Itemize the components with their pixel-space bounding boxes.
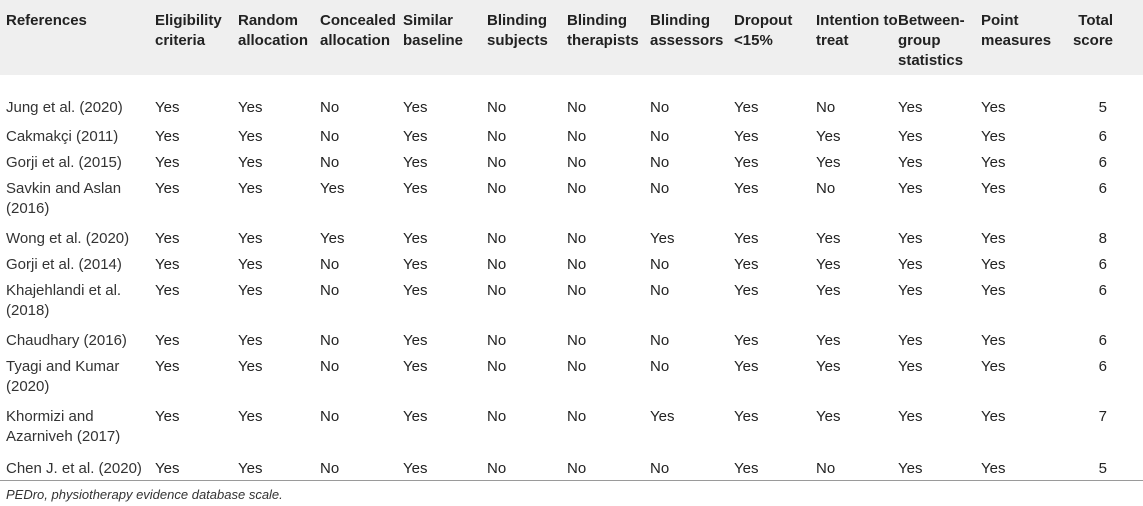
header-eligibility-criteria: Eligibility criteria xyxy=(155,12,222,49)
cell-eligibility: Yes xyxy=(155,358,180,375)
cell-eligibility: Yes xyxy=(155,460,180,477)
header-random-allocation: Random allocation xyxy=(238,12,309,49)
cell-dropout: Yes xyxy=(734,408,759,425)
table-row xyxy=(0,75,1143,123)
cell-eligibility: Yes xyxy=(155,332,180,349)
cell-similar-baseline: Yes xyxy=(403,408,428,425)
table-row xyxy=(0,353,1143,403)
header-blinding-assessors: Blinding assessors xyxy=(650,12,724,49)
cell-point-measures: Yes xyxy=(981,180,1006,197)
cell-blinding-subjects: No xyxy=(487,282,507,299)
cell-concealed-allocation: No xyxy=(320,460,340,477)
cell-blinding-subjects: No xyxy=(487,358,507,375)
cell-point-measures: Yes xyxy=(981,358,1006,375)
cell-point-measures: Yes xyxy=(981,154,1006,171)
cell-blinding-therapists: No xyxy=(567,230,587,247)
cell-total-score: 6 xyxy=(1098,282,1107,299)
table-row xyxy=(0,225,1143,251)
cell-concealed-allocation: No xyxy=(320,332,340,349)
cell-similar-baseline: Yes xyxy=(403,154,428,171)
cell-intention-to-treat: Yes xyxy=(816,282,841,299)
cell-between-group-statistics: Yes xyxy=(898,230,923,247)
cell-similar-baseline: Yes xyxy=(403,460,428,477)
cell-point-measures: Yes xyxy=(981,282,1006,299)
cell-total-score: 5 xyxy=(1098,460,1107,477)
cell-similar-baseline: Yes xyxy=(403,180,428,197)
cell-between-group-statistics: Yes xyxy=(898,180,923,197)
cell-intention-to-treat: No xyxy=(816,460,836,477)
cell-total-score: 6 xyxy=(1098,256,1107,273)
header-blinding-subjects: Blinding subjects xyxy=(487,12,548,49)
cell-blinding-therapists: No xyxy=(567,358,587,375)
cell-blinding-assessors: No xyxy=(650,128,670,145)
cell-blinding-subjects: No xyxy=(487,460,507,477)
cell-dropout: Yes xyxy=(734,230,759,247)
cell-blinding-subjects: No xyxy=(487,408,507,425)
cell-blinding-subjects: No xyxy=(487,180,507,197)
cell-concealed-allocation: No xyxy=(320,282,340,299)
table-row xyxy=(0,327,1143,353)
cell-random-allocation: Yes xyxy=(238,128,263,145)
cell-dropout: Yes xyxy=(734,180,759,197)
cell-blinding-assessors: No xyxy=(650,460,670,477)
cell-total-score: 6 xyxy=(1098,128,1107,145)
header-concealed-allocation: Concealed allocation xyxy=(320,12,396,49)
cell-eligibility: Yes xyxy=(155,282,180,299)
cell-between-group-statistics: Yes xyxy=(898,460,923,477)
cell-intention-to-treat: No xyxy=(816,180,836,197)
cell-blinding-therapists: No xyxy=(567,282,587,299)
cell-random-allocation: Yes xyxy=(238,460,263,477)
header-blinding-therapists: Blinding therapists xyxy=(567,12,639,49)
cell-point-measures: Yes xyxy=(981,460,1006,477)
cell-random-allocation: Yes xyxy=(238,180,263,197)
cell-concealed-allocation: Yes xyxy=(320,180,345,197)
cell-intention-to-treat: Yes xyxy=(816,230,841,247)
cell-intention-to-treat: Yes xyxy=(816,408,841,425)
table-bottom-rule xyxy=(0,480,1143,481)
cell-blinding-therapists: No xyxy=(567,256,587,273)
cell-blinding-subjects: No xyxy=(487,256,507,273)
table-row xyxy=(0,123,1143,149)
cell-total-score: 6 xyxy=(1098,154,1107,171)
cell-dropout: Yes xyxy=(734,460,759,477)
cell-blinding-therapists: No xyxy=(567,332,587,349)
cell-concealed-allocation: No xyxy=(320,154,340,171)
table-caption: PEDro, physiotherapy evidence database scale. xyxy=(6,487,283,502)
cell-between-group-statistics: Yes xyxy=(898,128,923,145)
cell-random-allocation: Yes xyxy=(238,99,263,116)
cell-concealed-allocation: No xyxy=(320,408,340,425)
cell-concealed-allocation: No xyxy=(320,358,340,375)
cell-random-allocation: Yes xyxy=(238,282,263,299)
cell-blinding-assessors: No xyxy=(650,358,670,375)
cell-random-allocation: Yes xyxy=(238,154,263,171)
cell-concealed-allocation: No xyxy=(320,99,340,116)
cell-concealed-allocation: No xyxy=(320,256,340,273)
cell-total-score: 6 xyxy=(1098,332,1107,349)
cell-similar-baseline: Yes xyxy=(403,358,428,375)
cell-similar-baseline: Yes xyxy=(403,230,428,247)
table-row xyxy=(0,175,1143,225)
cell-blinding-therapists: No xyxy=(567,99,587,116)
cell-reference: Gorji et al. (2014) xyxy=(6,256,122,273)
cell-blinding-assessors: Yes xyxy=(650,408,675,425)
cell-blinding-assessors: No xyxy=(650,332,670,349)
cell-total-score: 7 xyxy=(1098,408,1107,425)
cell-similar-baseline: Yes xyxy=(403,256,428,273)
cell-dropout: Yes xyxy=(734,128,759,145)
cell-point-measures: Yes xyxy=(981,230,1006,247)
cell-between-group-statistics: Yes xyxy=(898,358,923,375)
table-body xyxy=(0,75,1143,481)
cell-point-measures: Yes xyxy=(981,128,1006,145)
cell-blinding-assessors: No xyxy=(650,256,670,273)
cell-total-score: 8 xyxy=(1098,230,1107,247)
cell-point-measures: Yes xyxy=(981,256,1006,273)
table-row xyxy=(0,277,1143,327)
cell-reference: Jung et al. (2020) xyxy=(6,99,123,116)
cell-total-score: 5 xyxy=(1098,99,1107,116)
cell-similar-baseline: Yes xyxy=(403,128,428,145)
cell-reference: Savkin and Aslan (2016) xyxy=(6,180,122,217)
header-intention-to-treat: Intention to treat xyxy=(816,12,898,49)
cell-blinding-subjects: No xyxy=(487,230,507,247)
cell-blinding-subjects: No xyxy=(487,128,507,145)
table-row xyxy=(0,251,1143,277)
header-dropout: Dropout <15% xyxy=(734,12,793,49)
cell-between-group-statistics: Yes xyxy=(898,282,923,299)
cell-point-measures: Yes xyxy=(981,332,1006,349)
cell-eligibility: Yes xyxy=(155,99,180,116)
cell-similar-baseline: Yes xyxy=(403,332,428,349)
cell-intention-to-treat: Yes xyxy=(816,358,841,375)
cell-intention-to-treat: No xyxy=(816,99,836,116)
header-total-score: Total score xyxy=(1072,12,1113,49)
cell-blinding-therapists: No xyxy=(567,154,587,171)
cell-reference: Tyagi and Kumar (2020) xyxy=(6,358,120,395)
header-references: References xyxy=(6,12,87,29)
cell-dropout: Yes xyxy=(734,256,759,273)
cell-between-group-statistics: Yes xyxy=(898,154,923,171)
cell-eligibility: Yes xyxy=(155,230,180,247)
cell-blinding-subjects: No xyxy=(487,99,507,116)
cell-blinding-therapists: No xyxy=(567,128,587,145)
cell-random-allocation: Yes xyxy=(238,408,263,425)
cell-blinding-subjects: No xyxy=(487,332,507,349)
cell-dropout: Yes xyxy=(734,358,759,375)
cell-eligibility: Yes xyxy=(155,128,180,145)
cell-total-score: 6 xyxy=(1098,180,1107,197)
cell-reference: Cakmakçi (2011) xyxy=(6,128,119,145)
cell-similar-baseline: Yes xyxy=(403,99,428,116)
cell-random-allocation: Yes xyxy=(238,230,263,247)
cell-reference: Khormizi and Azarniveh (2017) xyxy=(6,408,121,445)
cell-random-allocation: Yes xyxy=(238,358,263,375)
cell-intention-to-treat: Yes xyxy=(816,332,841,349)
cell-concealed-allocation: Yes xyxy=(320,230,345,247)
cell-blinding-assessors: Yes xyxy=(650,230,675,247)
cell-point-measures: Yes xyxy=(981,99,1006,116)
cell-eligibility: Yes xyxy=(155,408,180,425)
cell-similar-baseline: Yes xyxy=(403,282,428,299)
cell-blinding-assessors: No xyxy=(650,180,670,197)
cell-blinding-assessors: No xyxy=(650,154,670,171)
cell-between-group-statistics: Yes xyxy=(898,332,923,349)
cell-total-score: 6 xyxy=(1098,358,1107,375)
cell-random-allocation: Yes xyxy=(238,332,263,349)
cell-between-group-statistics: Yes xyxy=(898,256,923,273)
cell-blinding-assessors: No xyxy=(650,282,670,299)
cell-point-measures: Yes xyxy=(981,408,1006,425)
header-point-measures: Point measures xyxy=(981,12,1052,49)
header-similar-baseline: Similar baseline xyxy=(403,12,464,49)
cell-reference: Gorji et al. (2015) xyxy=(6,154,122,171)
cell-between-group-statistics: Yes xyxy=(898,99,923,116)
cell-blinding-therapists: No xyxy=(567,408,587,425)
cell-reference: Khajehlandi et al. (2018) xyxy=(6,282,122,319)
cell-intention-to-treat: Yes xyxy=(816,128,841,145)
header-row xyxy=(0,0,1143,75)
cell-concealed-allocation: No xyxy=(320,128,340,145)
cell-reference: Chen J. et al. (2020) xyxy=(6,460,142,477)
table-row xyxy=(0,149,1143,175)
cell-eligibility: Yes xyxy=(155,180,180,197)
cell-dropout: Yes xyxy=(734,154,759,171)
cell-random-allocation: Yes xyxy=(238,256,263,273)
cell-between-group-statistics: Yes xyxy=(898,408,923,425)
table-header xyxy=(0,0,1143,75)
cell-dropout: Yes xyxy=(734,332,759,349)
cell-reference: Chaudhary (2016) xyxy=(6,332,127,349)
cell-eligibility: Yes xyxy=(155,256,180,273)
cell-blinding-assessors: No xyxy=(650,99,670,116)
header-between-group-statistics: Between-group statistics xyxy=(898,12,965,69)
cell-blinding-therapists: No xyxy=(567,460,587,477)
table-row xyxy=(0,403,1143,455)
cell-intention-to-treat: Yes xyxy=(816,154,841,171)
cell-dropout: Yes xyxy=(734,282,759,299)
cell-reference: Wong et al. (2020) xyxy=(6,230,130,247)
cell-eligibility: Yes xyxy=(155,154,180,171)
cell-blinding-subjects: No xyxy=(487,154,507,171)
cell-blinding-therapists: No xyxy=(567,180,587,197)
cell-dropout: Yes xyxy=(734,99,759,116)
table-row xyxy=(0,455,1143,481)
cell-intention-to-treat: Yes xyxy=(816,256,841,273)
